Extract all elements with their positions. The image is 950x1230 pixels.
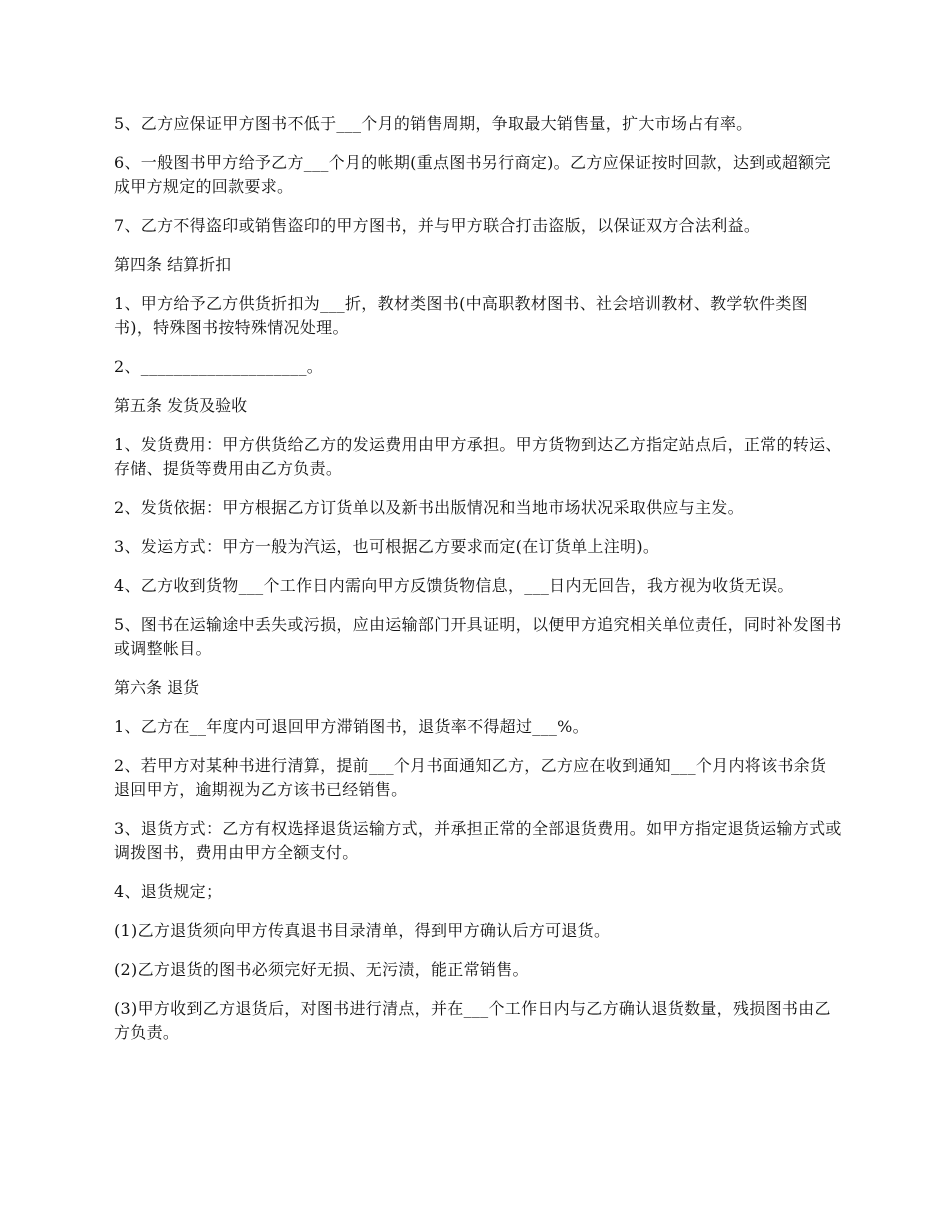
article-6-heading: 第六条 退货 (114, 678, 200, 697)
clause-5-item-3: 3、发运方式：甲方一般为汽运，也可根据乙方要求而定(在订货单上注明)。 (114, 537, 660, 556)
clause-3-item-5: 5、乙方应保证甲方图书不低于___个月的销售周期，争取最大销售量，扩大市场占有率。 (114, 114, 753, 133)
clause-6-item-4: 4、退货规定； (114, 882, 223, 901)
clause-5-item-4: 4、乙方收到货物___个工作日内需向甲方反馈货物信息，___日内无回告，我方视为收货无误。 (114, 576, 794, 595)
clause-5-item-5: 5、图书在运输途中丢失或污损，应由运输部门开具证明，以便甲方追究相关单位责任，同时补发图书或调整帐目。 (114, 615, 842, 658)
clause-5-item-1: 1、发货费用：甲方供货给乙方的发运费用由甲方承担。甲方货物到达乙方指定站点后，正常的转运、存储、提货等费用由乙方负责。 (114, 435, 842, 478)
clause-6-sub-2: (2)乙方退货的图书必须完好无损、无污渍，能正常销售。 (114, 960, 529, 979)
clause-4-item-1: 1、甲方给予乙方供货折扣为___折，教材类图书(中高职教材图书、社会培训教材、教学软件类图书)，特殊图书按特殊情况处理。 (114, 294, 808, 337)
clause-6-item-1: 1、乙方在__年度内可退回甲方滞销图书，退货率不得超过___%。 (114, 717, 589, 736)
clause-3-item-7: 7、乙方不得盗印或销售盗印的甲方图书，并与甲方联合打击盗版，以保证双方合法利益。 (114, 216, 761, 235)
article-4-heading: 第四条 结算折扣 (114, 255, 232, 274)
clause-6-sub-3: (3)甲方收到乙方退货后，对图书进行清点，并在___个工作日内与乙方确认退货数量，残损图书由乙方负责。 (114, 999, 831, 1042)
clause-6-item-2: 2、若甲方对某种书进行清算，提前___个月书面通知乙方，乙方应在收到通知___个月内将该书余货退回甲方，逾期视为乙方该书已经销售。 (114, 756, 827, 799)
clause-6-sub-1: (1)乙方退货须向甲方传真退书目录清单，得到甲方确认后方可退货。 (114, 921, 611, 940)
clause-5-item-2: 2、发货依据：甲方根据乙方订货单以及新书出版情况和当地市场状况采取供应与主发。 (114, 498, 744, 517)
clause-4-item-2: 2、____________________。 (114, 357, 324, 376)
article-5-heading: 第五条 发货及验收 (114, 396, 248, 415)
clause-6-item-3: 3、退货方式：乙方有权选择退货运输方式，并承担正常的全部退货费用。如甲方指定退货运输方式或调拨图书，费用由甲方全额支付。 (114, 819, 842, 862)
document-page (114, 112, 842, 1060)
clause-3-item-6: 6、一般图书甲方给予乙方___个月的帐期(重点图书另行商定)。乙方应保证按时回款，达到或超额完成甲方规定的回款要求。 (114, 153, 831, 196)
